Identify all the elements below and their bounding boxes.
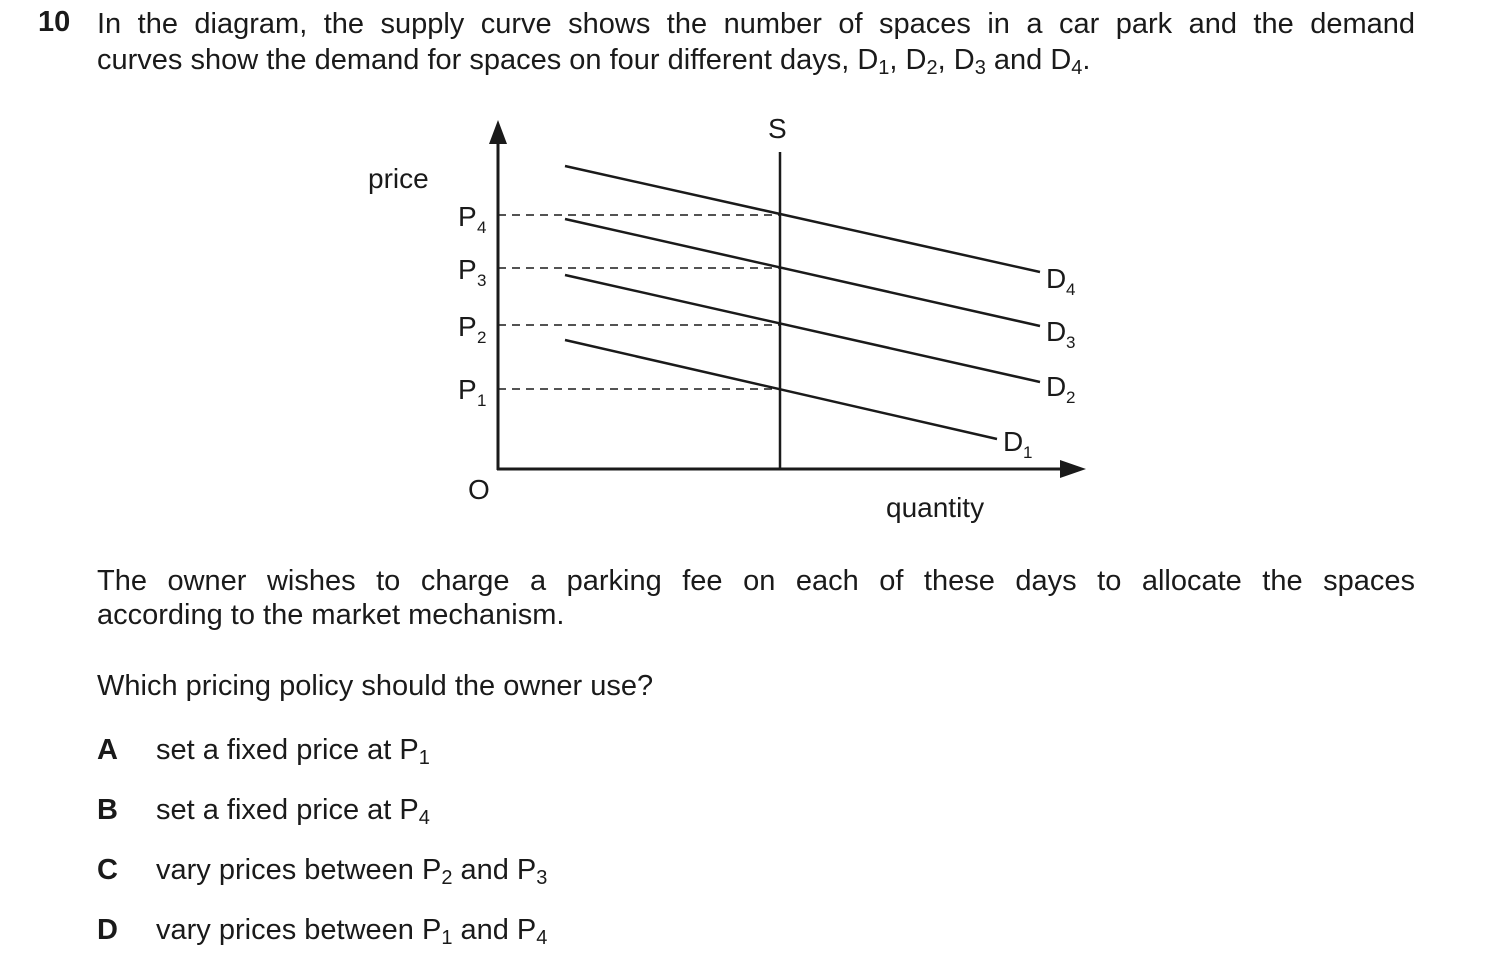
- day-label-d1: $D_1$,: [857, 44, 906, 79]
- svg-text:2: 2: [1066, 388, 1076, 407]
- svg-text:D: D: [1003, 426, 1024, 457]
- option-text: set a fixed price at $P_4$: [156, 794, 430, 829]
- question-number: 10: [38, 6, 71, 38]
- option-text: vary prices between $P_1$ and $P_4$: [156, 914, 548, 949]
- paragraph-line-1: The owner wishes to charge a parking fee on each of these days to allocate the spaces: [97, 565, 1415, 597]
- day-label-d4: $D_4$.: [1050, 44, 1091, 79]
- svg-text:3: 3: [477, 271, 487, 290]
- demand-label-d3: [1046, 316, 1075, 352]
- stem-line-2-text: curves show the demand for spaces on four different days,: [97, 44, 858, 76]
- day-label-d3: $D_3$ and: [953, 44, 1051, 79]
- price-label-p3: [458, 254, 486, 290]
- svg-text:P: P: [458, 374, 477, 405]
- svg-text:1: 1: [1023, 443, 1033, 462]
- svg-text:1: 1: [477, 391, 487, 410]
- svg-text:P: P: [458, 201, 477, 232]
- x-axis-label: quantity: [886, 492, 985, 523]
- demand-curve-d3: [565, 219, 1040, 326]
- y-axis-arrow: [489, 120, 507, 144]
- day-label-d2: $D_2$,: [905, 44, 954, 79]
- origin-label: O: [468, 474, 490, 505]
- svg-text:3: 3: [1066, 333, 1076, 352]
- supply-label: S: [768, 113, 787, 144]
- svg-text:D: D: [1046, 316, 1067, 347]
- stem-line-1: In the diagram, the supply curve shows the number of spaces in a car park and the demand: [97, 8, 1415, 40]
- question-prompt: Which pricing policy should the owner use?: [97, 670, 654, 702]
- option-text: set a fixed price at $P_1$: [156, 734, 430, 769]
- price-label-p4: [458, 201, 486, 237]
- price-label-p1: [458, 374, 486, 410]
- option-text: vary prices between $P_2$ and $P_3$: [156, 854, 548, 889]
- demand-label-d2: [1046, 371, 1075, 407]
- demand-label-d1: [1003, 426, 1032, 462]
- demand-label-d4: [1046, 263, 1075, 299]
- svg-text:D: D: [1046, 263, 1067, 294]
- svg-text:2: 2: [477, 328, 487, 347]
- demand-curve-d2: [565, 275, 1040, 382]
- option-letter: A: [97, 734, 118, 766]
- demand-curve-d4: [565, 166, 1040, 272]
- svg-text:P: P: [458, 254, 477, 285]
- option-letter: C: [97, 854, 118, 886]
- svg-text:4: 4: [477, 218, 487, 237]
- y-axis-label: price: [368, 163, 429, 194]
- price-label-p2: [458, 311, 486, 347]
- paragraph-line-2: according to the market mechanism.: [97, 599, 565, 631]
- svg-text:4: 4: [1066, 280, 1076, 299]
- x-axis-arrow: [1060, 460, 1086, 478]
- option-letter: D: [97, 914, 118, 946]
- svg-text:D: D: [1046, 371, 1067, 402]
- context-paragraph: [97, 564, 1415, 632]
- option-letter: B: [97, 794, 118, 826]
- svg-text:P: P: [458, 311, 477, 342]
